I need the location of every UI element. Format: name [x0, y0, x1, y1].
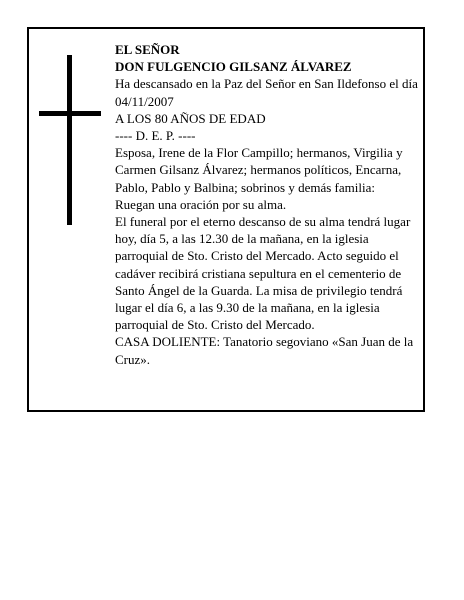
funeral-details: El funeral por el eterno descanso de su alma tendrá lugar hoy, día 5, a las 12.30 de la mañana, en la iglesia parroquial de Sto. Cristo del Mercado. Acto seguido el cadáver recibirá cristiana sepultura en el cementerio de Santo Ángel de la Guarda. La misa de privilegio tendrá lugar el día 6, a las 9.30 de la mañana, en la iglesia parroquial de Sto. Cristo del Mercado. — [115, 214, 411, 333]
cross-vertical-bar — [67, 55, 72, 225]
death-statement: Ha descansado en la Paz del Señor en San Ildefonso el día 04/11/2007 — [115, 76, 418, 109]
rip-line: ---- D. E. P. ---- — [115, 128, 196, 144]
prayer-request: Ruegan una oración por su alma. — [115, 196, 287, 212]
family-list: Esposa, Irene de la Flor Campillo; hermanos, Virgilia y Carmen Gilsanz Álvarez; hermanos políticos, Encarna, Pablo, Pablo y Balbina; sobrinos y demás familia: — [115, 145, 403, 195]
obituary-notice — [27, 27, 425, 412]
mourning-house: CASA DOLIENTE: Tanatorio segoviano «San Juan de la Cruz». — [115, 334, 414, 367]
cross-horizontal-bar — [39, 111, 101, 116]
notice-text-block — [115, 41, 419, 368]
age-line: A LOS 80 AÑOS DE EDAD — [115, 110, 266, 126]
header-title: EL SEÑOR — [115, 42, 180, 57]
cross-icon — [39, 55, 101, 225]
deceased-name: DON FULGENCIO GILSANZ ÁLVAREZ — [115, 59, 352, 75]
